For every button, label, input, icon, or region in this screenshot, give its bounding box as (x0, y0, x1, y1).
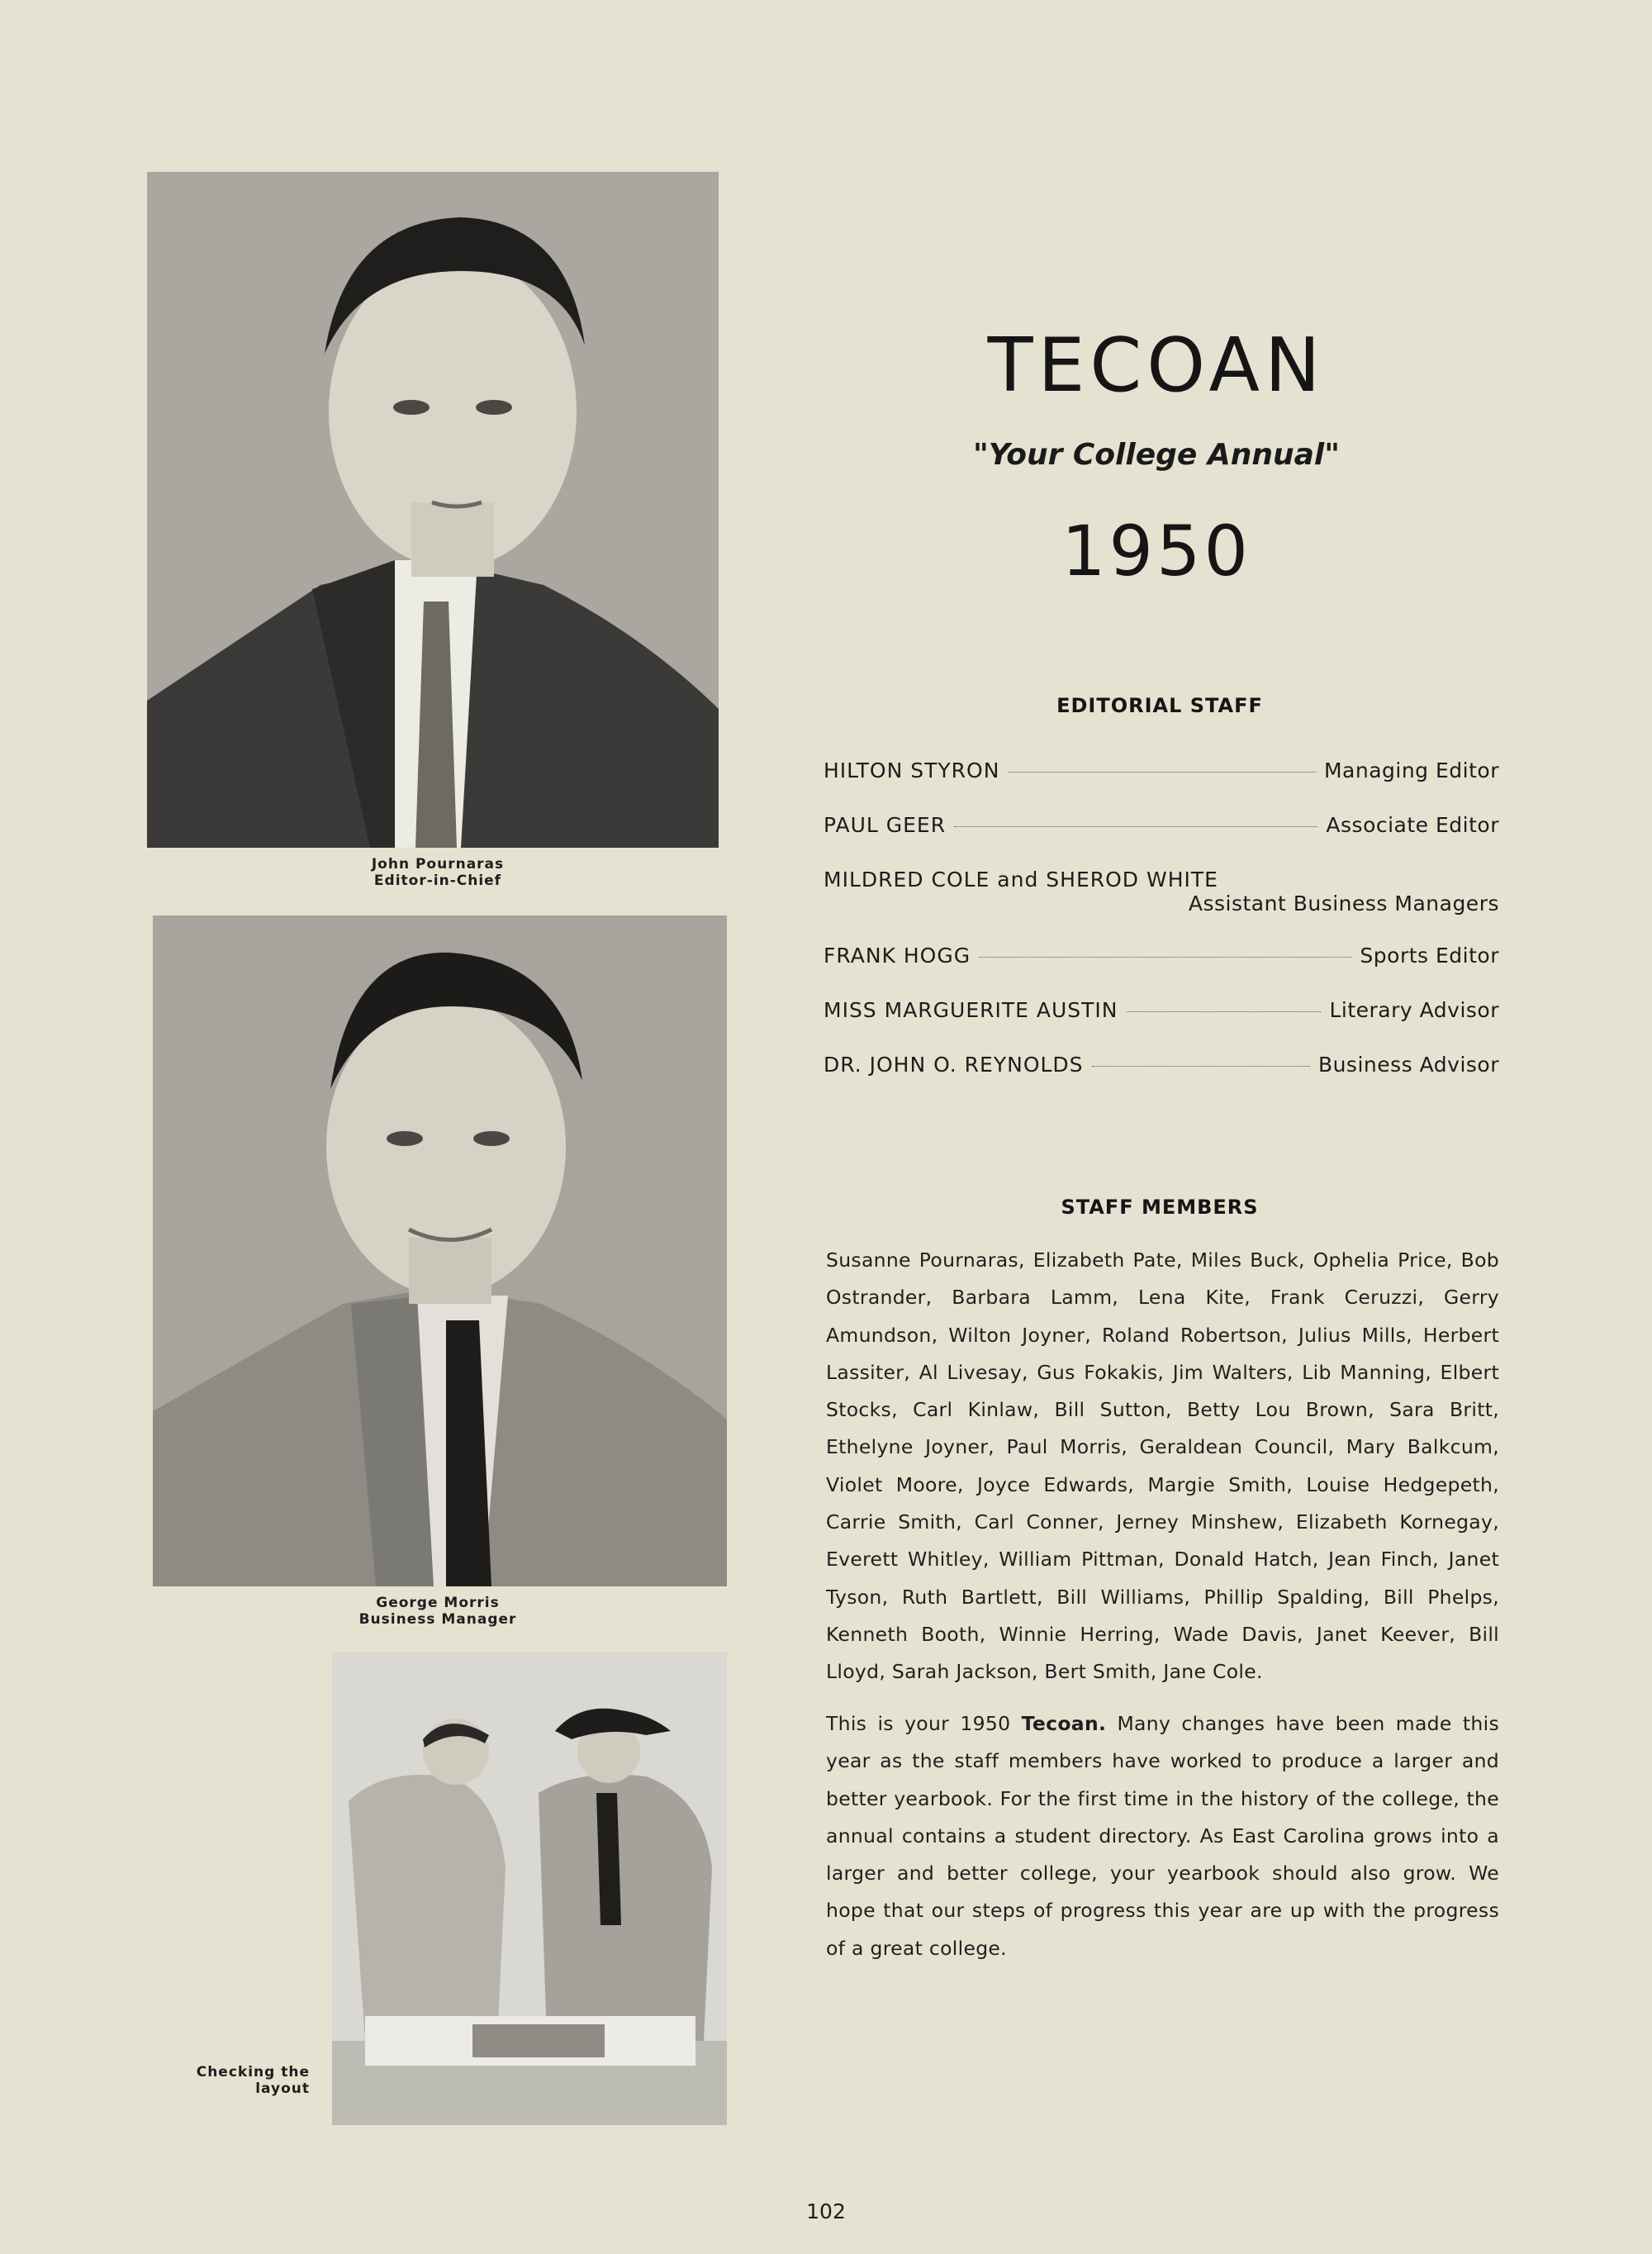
staff-role: Managing Editor (1323, 758, 1499, 782)
staff-row (824, 813, 1499, 868)
staff-row (824, 868, 1499, 944)
publication-year: 1950 (1061, 511, 1251, 592)
page-number: 102 (806, 2199, 846, 2223)
staff-role: Associate Editor (1326, 813, 1499, 837)
caption-name: George Morris (376, 1595, 500, 1611)
intro-rest: Many changes have been made this year as the staff members have worked to produce a larger and better yearbook. For the first time in the history of the college, the annual contains a student directory. As East Carolina grows into a larger and better college, your yearbook should also grow. We hope that our steps of progress this year are up with the progress of a great college. (826, 1712, 1499, 1960)
staff-role: Literary Advisor (1329, 998, 1499, 1022)
portrait-photo-editor (147, 172, 719, 848)
dot-leader (954, 826, 1317, 827)
caption-role: Editor-in-Chief (373, 873, 502, 889)
staff-name: MILDRED COLE and SHEROD WHITE (824, 868, 1218, 892)
staff-role: Business Advisor (1317, 1053, 1499, 1077)
staff-row (824, 944, 1499, 998)
staff-name: FRANK HOGG (824, 944, 971, 968)
intro-prefix: This is your 1950 (826, 1712, 1022, 1735)
intro-paragraph (826, 1705, 1499, 1967)
caption-business-manager (330, 1595, 545, 1628)
portrait-photo-business-manager (153, 915, 727, 1586)
dot-leader (979, 957, 1351, 958)
staff-name: MISS MARGUERITE AUSTIN (824, 998, 1118, 1022)
intro-bold-title: Tecoan. (1021, 1712, 1107, 1735)
editorial-staff-list (824, 758, 1499, 1107)
staff-row (824, 998, 1499, 1053)
staff-row (824, 1053, 1499, 1107)
publication-title: TECOAN (987, 322, 1326, 409)
dot-leader (1127, 1011, 1322, 1012)
staff-row (824, 758, 1499, 813)
staff-role: Assistant Business Managers (1188, 892, 1499, 915)
staff-members-heading: STAFF MEMBERS (1061, 1196, 1259, 1219)
publication-subtitle: "Your College Annual" (973, 438, 1340, 472)
dot-leader (1092, 1066, 1310, 1067)
staff-name: HILTON STYRON (824, 758, 1000, 782)
staff-name: DR. JOHN O. REYNOLDS (824, 1053, 1084, 1077)
caption-editor (330, 856, 545, 889)
caption-line: layout (255, 2080, 310, 2097)
caption-layout (149, 2064, 310, 2097)
caption-name: John Pournaras (371, 856, 505, 873)
staff-members-paragraph: Susanne Pournaras, Elizabeth Pate, Miles Buck, Ophelia Price, Bob Ostrander, Barbara Lamm, Lena Kite, Frank Ceruzzi, Gerry Amundson, Wilton Joyner, Roland Robertson, Julius Mills, Herbert Lassiter, Al Livesay, Gus Fokakis, Jim Walters, Lib Manning, Elbert Stocks, Carl Kinlaw, Bill Sutton, Betty Lou Brown, Sara Britt, Ethelyne Joyner, Paul Morris, Geraldean Council, Mary Balkcum, Violet Moore, Joyce Edwards, Margie Smith, Louise Hedgepeth, Carrie Smith, Carl Conner, Jerney Minshew, Elizabeth Kornegay, Everett Whitley, William Pittman, Donald Hatch, Jean Finch, Janet Tyson, Ruth Bartlett, Bill Williams, Phillip Spalding, Bill Phelps, Kenneth Booth, Winnie Herring, Wade Davis, Janet Keever, Bill Lloyd, Sarah Jackson, Bert Smith, Jane Cole. (826, 1248, 1499, 1684)
caption-line: Checking the (196, 2064, 310, 2080)
staff-name: PAUL GEER (824, 813, 947, 837)
layout-checking-photo (332, 1652, 727, 2125)
dot-leader (1008, 772, 1316, 773)
staff-role: Sports Editor (1360, 944, 1499, 968)
editorial-staff-heading: EDITORIAL STAFF (1056, 694, 1263, 717)
caption-role: Business Manager (358, 1611, 517, 1628)
